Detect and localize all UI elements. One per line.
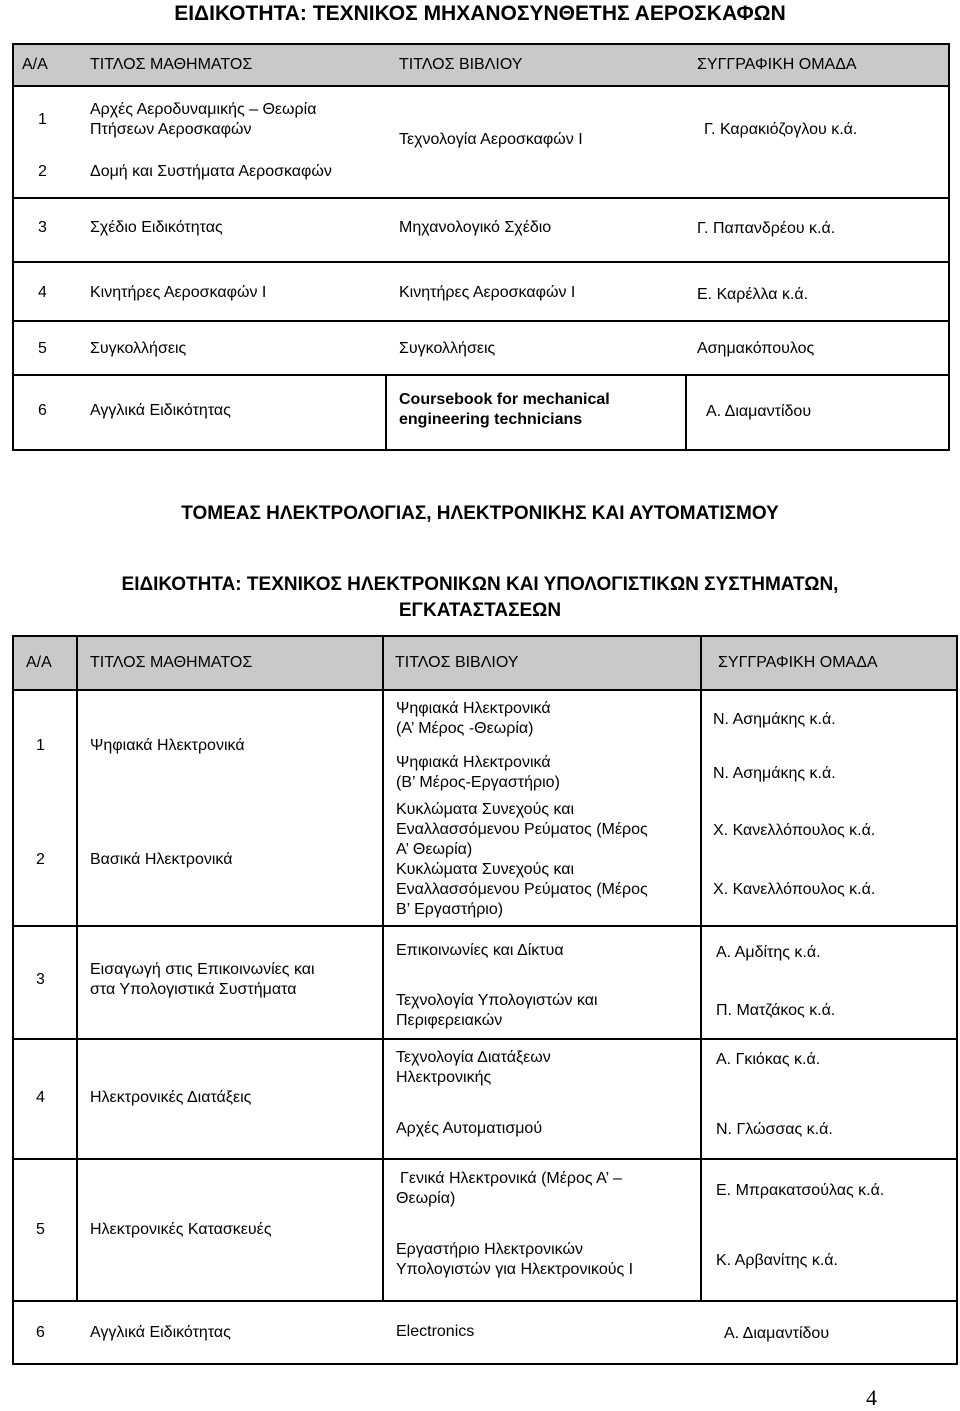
t1-shared-book: Τεχνολογία Αεροσκαφών Ι [399, 131, 583, 148]
t2-book6-l2: Περιφερειακών [396, 1012, 503, 1029]
t2-book10-authors: Κ. Αρβανίτης κ.ά. [716, 1252, 838, 1269]
t2-book11-l1: Electronics [396, 1323, 475, 1340]
t2-row3-course-l2: στα Υπολογιστικά Συστήματα [90, 981, 297, 998]
t1-header-book: ΤΙΤΛΟΣ ΒΙΒΛΙΟΥ [399, 56, 523, 73]
t1-row5-authors: Ασημακόπουλος [697, 340, 815, 357]
t2-book9-l1: Γενικά Ηλεκτρονικά (Μέρος Α’ – [400, 1170, 622, 1187]
t2-row4-num: 4 [36, 1089, 45, 1106]
t2-row1-num: 1 [36, 737, 45, 754]
t2-row2-course: Βασικά Ηλεκτρονικά [90, 851, 233, 868]
t2-book3-l3: Α’ Θεωρία) [396, 841, 473, 858]
t2-header-book: ΤΙΤΛΟΣ ΒΙΒΛΙΟΥ [395, 654, 519, 671]
t1-row2-num: 2 [38, 163, 47, 180]
t2-book1-l1: Ψηφιακά Ηλεκτρονικά [396, 700, 551, 717]
t2-book4-l3: Β’ Εργαστήριο) [396, 901, 504, 918]
t1-row3-authors: Γ. Παπανδρέου κ.ά. [697, 220, 836, 237]
t1-row2-course: Δομή και Συστήματα Αεροσκαφών [90, 163, 332, 180]
t2-book7-authors: Α. Γκιόκας κ.ά. [716, 1051, 821, 1068]
t1-row4-authors: Ε. Καρέλλα κ.ά. [697, 286, 809, 303]
t2-book6-l1: Τεχνολογία Υπολογιστών και [396, 992, 598, 1009]
t2-book4-l1: Κυκλώματα Συνεχούς και [396, 861, 575, 878]
t2-book9-l2: Θεωρία) [396, 1190, 456, 1207]
t1-row3-book: Μηχανολογικό Σχέδιο [399, 219, 552, 236]
t2-header-course: ΤΙΤΛΟΣ ΜΑΘΗΜΑΤΟΣ [90, 654, 253, 671]
t1-row6-num: 6 [38, 402, 47, 419]
t1-row6-book-l2: engineering technicians [399, 411, 583, 428]
t2-row2-num: 2 [36, 851, 45, 868]
t2-book10-l1: Εργαστήριο Ηλεκτρονικών [396, 1241, 583, 1258]
t2-book1-authors: Ν. Ασημάκης κ.ά. [713, 711, 836, 728]
t2-book2-l1: Ψηφιακά Ηλεκτρονικά [396, 754, 551, 771]
t2-row6-course: Αγγλικά Ειδικότητας [90, 1324, 231, 1341]
t2-book4-l2: Εναλλασσόμενου Ρεύματος (Μέρος [396, 881, 648, 898]
t2-book4-authors: Χ. Κανελλόπουλος κ.ά. [713, 881, 876, 898]
t1-row4-num: 4 [38, 284, 47, 301]
t2-row5-num: 5 [36, 1221, 45, 1238]
t2-book11-authors: Α. Διαμαντίδου [724, 1325, 830, 1342]
t2-book3-l1: Κυκλώματα Συνεχούς και [396, 801, 575, 818]
t2-header-num: Α/Α [26, 654, 52, 671]
t2-row1-course: Ψηφιακά Ηλεκτρονικά [90, 737, 245, 754]
t2-row5-course: Ηλεκτρονικές Κατασκευές [90, 1221, 272, 1238]
t2-book2-authors: Ν. Ασημάκης κ.ά. [713, 765, 836, 782]
t1-row4-course: Κινητήρες Αεροσκαφών Ι [90, 284, 267, 301]
t2-book3-authors: Χ. Κανελλόπουλος κ.ά. [713, 822, 876, 839]
t2-book8-l1: Αρχές Αυτοματισμού [396, 1120, 543, 1137]
sector-title: ΤΟΜΕΑΣ ΗΛΕΚΤΡΟΛΟΓΙΑΣ, ΗΛΕΚΤΡΟΝΙΚΗΣ ΚΑΙ ΑΥΤΟΜΑΤΙΣΜΟΥ [181, 503, 779, 524]
t1-header-authors: ΣΥΓΓΡΑΦΙΚΗ ΟΜΑΔΑ [697, 56, 857, 73]
specialty-title-1: ΕΙΔΙΚΟΤΗΤΑ: ΤΕΧΝΙΚΟΣ ΜΗΧΑΝΟΣΥΝΘΕΤΗΣ ΑΕΡΟΣΚΑΦΩΝ [174, 2, 786, 25]
t1-shared-authors: Γ. Καρακιόζογλου κ.ά. [704, 121, 858, 138]
t1-row6-course: Αγγλικά Ειδικότητας [90, 402, 231, 419]
t1-row1-course-l2: Πτήσεων Αεροσκαφών [90, 121, 252, 138]
t1-row1-course-l1: Αρχές Αεροδυναμικής – Θεωρία [90, 101, 317, 118]
specialty-title-2-line1: ΕΙΔΙΚΟΤΗΤΑ: ΤΕΧΝΙΚΟΣ ΗΛΕΚΤΡΟΝΙΚΩΝ ΚΑΙ ΥΠΟΛΟΓΙΣΤΙΚΩΝ ΣΥΣΤΗΜΑΤΩΝ, [121, 574, 839, 595]
t2-book1-l2: (Α’ Μέρος -Θεωρία) [396, 720, 534, 737]
t1-row3-num: 3 [38, 219, 47, 236]
t2-book2-l2: (Β’ Μέρος-Εργαστήριο) [396, 774, 560, 791]
t2-book9-authors: Ε. Μπρακατσούλας κ.ά. [716, 1182, 885, 1199]
t2-book8-authors: Ν. Γλώσσας κ.ά. [716, 1121, 833, 1138]
t1-header-course: ΤΙΤΛΟΣ ΜΑΘΗΜΑΤΟΣ [90, 56, 253, 73]
t1-row6-authors: Α. Διαμαντίδου [706, 403, 812, 420]
specialty-title-2-line2: ΕΓΚΑΤΑΣΤΑΣΕΩΝ [398, 600, 562, 621]
t1-row5-course: Συγκολλήσεις [90, 340, 187, 357]
t1-row4-book: Κινητήρες Αεροσκαφών Ι [399, 284, 576, 301]
t2-book7-l2: Ηλεκτρονικής [396, 1069, 492, 1086]
t2-book6-authors: Π. Ματζάκος κ.ά. [716, 1002, 836, 1019]
t2-book10-l2: Υπολογιστών για Ηλεκτρονικούς Ι [396, 1261, 634, 1278]
t2-row3-num: 3 [36, 971, 45, 988]
t2-header-authors: ΣΥΓΓΡΑΦΙΚΗ ΟΜΑΔΑ [718, 654, 878, 671]
t2-row4-course: Ηλεκτρονικές Διατάξεις [90, 1089, 252, 1106]
t2-book5-l1: Επικοινωνίες και Δίκτυα [396, 942, 564, 959]
t1-row1-num: 1 [38, 111, 47, 128]
t1-row5-num: 5 [38, 340, 47, 357]
t2-book7-l1: Τεχνολογία Διατάξεων [396, 1049, 551, 1066]
page-number: 4 [866, 1385, 877, 1410]
t2-row6-num: 6 [36, 1324, 45, 1341]
t1-row5-book: Συγκολλήσεις [399, 340, 496, 357]
t2-book5-authors: Α. Αμδίτης κ.ά. [716, 944, 821, 961]
t2-book3-l2: Εναλλασσόμενου Ρεύματος (Μέρος [396, 821, 648, 838]
t1-row3-course: Σχέδιο Ειδικότητας [90, 219, 223, 236]
t2-row3-course-l1: Εισαγωγή στις Επικοινωνίες και [90, 961, 315, 978]
t1-row6-book-l1: Coursebook for mechanical [399, 391, 610, 408]
t1-header-num: Α/Α [22, 56, 48, 73]
